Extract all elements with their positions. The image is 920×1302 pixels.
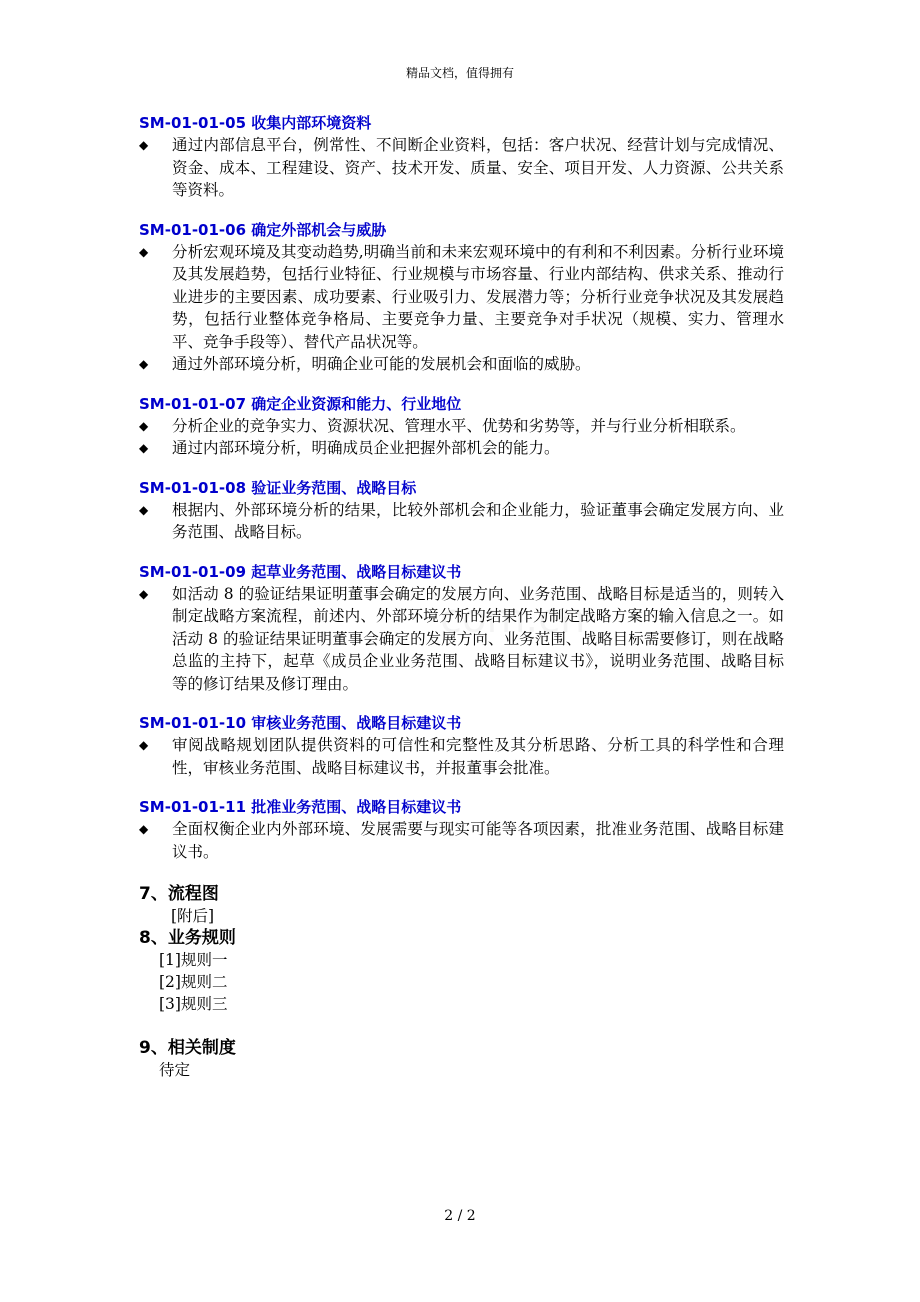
diamond-bullet-icon: ◆ (139, 738, 149, 752)
bullet-text: 如活动 8 的验证结果证明董事会确定的发展方向、业务范围、战略目标是适当的，则转入制定战略方案流程，前述内、外部环境分析的结果作为制定战略方案的输入信息之一。如活动 8 的验证结果证明董事会确定的发展方向、业务范围、战略目标需要修订，则在战略总监的主持下，起草《成员企业业务范围、战略目标建议书》，说明业务范围、战略目标等的修订结果及修订理由。 (172, 584, 784, 693)
bullet-text: 全面权衡企业内外部环境、发展需要与现实可能等各项因素，批准业务范围、战略目标建议书。 (172, 820, 784, 861)
activity-title: SM-01-01-06 确定外部机会与威胁 (139, 220, 387, 239)
bullet-item (139, 583, 784, 696)
diamond-bullet-icon: ◆ (139, 138, 149, 152)
activity-title: SM-01-01-08 验证业务范围、战略目标 (139, 478, 417, 497)
section-7-heading: 7、流程图 (139, 884, 219, 904)
bullet-item (139, 415, 784, 438)
rule-item: [1]规则一 (159, 951, 228, 969)
diamond-bullet-icon: ◆ (139, 418, 149, 433)
bullet-text: 分析宏观环境及其变动趋势,明确当前和未来宏观环境中的有利和不利因素。分析行业环境及其发展趋势，包括行业特征、行业规模与市场容量、行业内部结构、供求关系、推动行业进步的主要因素、成功要素、行业吸引力、发展潜力等；分析行业竞争状况及其发展趋势，包括行业整体竞争格局、主要竞争力量、主要竞争对手状况（规模、实力、管理水平、竞争手段等）、替代产品状况等。 (172, 242, 784, 351)
bullet-item (139, 134, 784, 202)
bullet-text: 根据内、外部环境分析的结果，比较外部机会和企业能力，验证董事会确定发展方向、业务范围、战略目标。 (172, 500, 784, 541)
bullet-item (139, 437, 784, 460)
page-number: 2 / 2 (444, 1208, 476, 1224)
section-gap (139, 376, 784, 393)
diamond-bullet-icon: ◆ (139, 822, 149, 836)
diamond-bullet-icon: ◆ (139, 441, 149, 455)
section-gap (139, 695, 784, 712)
section-gap (139, 202, 784, 219)
section-9-heading: 9、相关制度 (139, 1038, 236, 1058)
section-gap (139, 460, 784, 477)
rule-item: [2]规则二 (159, 973, 228, 991)
diamond-bullet-icon: ◆ (139, 357, 149, 371)
bullet-text: 通过外部环境分析，明确企业可能的发展机会和面临的威胁。 (172, 355, 591, 373)
bullet-item (139, 499, 784, 544)
bullet-text: 通过内部信息平台，例常性、不间断企业资料，包括：客户状况、经营计划与完成情况、资金、成本、工程建设、资产、技术开发、质量、安全、项目开发、人力资源、公共关系等资料。 (172, 136, 784, 199)
diamond-bullet-icon: ◆ (139, 244, 149, 259)
flowchart-note: [附后] (171, 907, 215, 925)
bullet-item (139, 818, 784, 863)
bullet-item (139, 241, 784, 354)
bullet-text: 通过内部环境分析，明确成员企业把握外部机会的能力。 (172, 439, 560, 457)
document-body (139, 112, 784, 1081)
page-header: 精品文档，值得拥有 (405, 66, 514, 80)
bullet-item (139, 353, 784, 376)
activity-title: SM-01-01-09 起草业务范围、战略目标建议书 (139, 562, 462, 581)
section-8-heading: 8、业务规则 (139, 928, 236, 948)
section-gap (139, 544, 784, 561)
section-gap (139, 779, 784, 796)
activity-title: SM-01-01-05 收集内部环境资料 (139, 114, 372, 132)
rule-item: [3]规则三 (159, 995, 228, 1013)
diamond-bullet-icon: ◆ (139, 502, 149, 517)
bullet-text: 审阅战略规划团队提供资料的可信性和完整性及其分析思路、分析工具的科学性和合理性，审核业务范围、战略目标建议书，并报董事会批准。 (172, 736, 784, 777)
bullet-item (139, 734, 784, 779)
bullet-text: 分析企业的竞争实力、资源状况、管理水平、优势和劣势等，并与行业分析相联系。 (172, 416, 746, 435)
activity-title: SM-01-01-11 批准业务范围、战略目标建议书 (139, 798, 462, 816)
activity-sections (139, 112, 784, 863)
activity-title: SM-01-01-10 审核业务范围、战略目标建议书 (139, 714, 462, 732)
activity-title: SM-01-01-07 确定企业资源和能力、行业地位 (139, 394, 462, 413)
regulations-note: 待定 (159, 1061, 191, 1079)
diamond-bullet-icon: ◆ (139, 586, 149, 601)
